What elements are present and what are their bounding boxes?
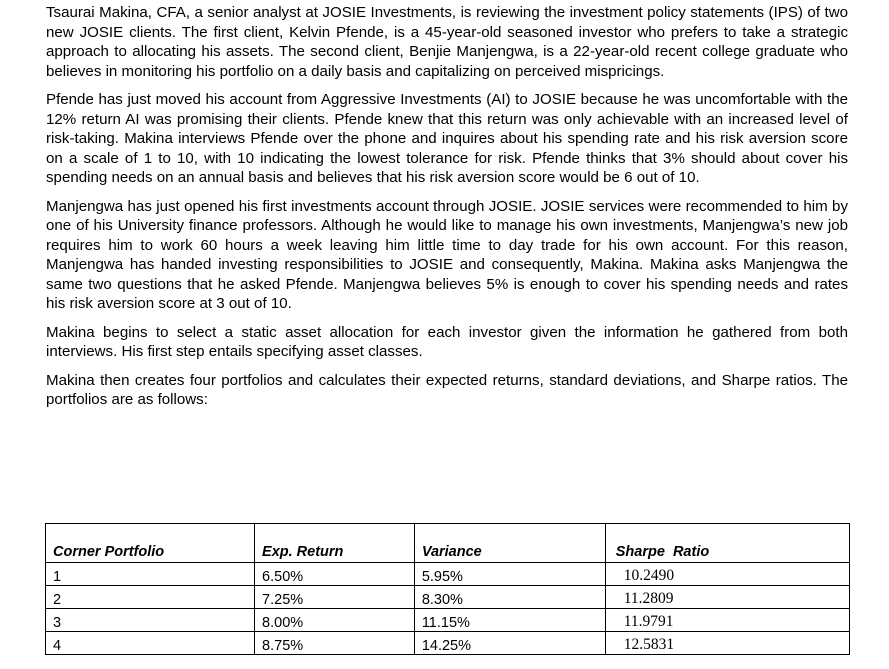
- table-row: [46, 609, 850, 632]
- header-variance: Variance: [414, 524, 605, 563]
- cell-portfolio: 2: [46, 586, 255, 609]
- header-sharpe-ratio: Sharpe Ratio: [605, 524, 849, 563]
- cell-exp-return: 8.00%: [255, 609, 415, 632]
- cell-exp-return: 7.25%: [255, 586, 415, 609]
- cell-portfolio: 3: [46, 609, 255, 632]
- cell-portfolio: 4: [46, 632, 255, 655]
- cell-variance: 14.25%: [414, 632, 605, 655]
- cell-sharpe-ratio: 11.2809: [605, 586, 849, 609]
- cell-variance: 5.95%: [414, 563, 605, 586]
- header-exp-return: Exp. Return: [255, 524, 415, 563]
- cell-variance: 11.15%: [414, 609, 605, 632]
- cell-sharpe-ratio: 10.2490: [605, 563, 849, 586]
- paragraph-portfolios: Makina then creates four portfolios and calculates their expected returns, standard deviations, and Sharpe ratios. The portfolios are as follows:: [46, 371, 848, 408]
- paragraph-allocation: Makina begins to select a static asset allocation for each investor given the information he gathered from both interviews. His first step entails specifying asset classes.: [46, 323, 848, 360]
- table-row: [46, 563, 850, 586]
- table-row: [46, 632, 850, 655]
- table-row: [46, 586, 850, 609]
- cell-portfolio: 1: [46, 563, 255, 586]
- table-header-row: [46, 524, 850, 563]
- cell-variance: 8.30%: [414, 586, 605, 609]
- paragraph-intro: Tsaurai Makina, CFA, a senior analyst at JOSIE Investments, is reviewing the investment policy statements (IPS) of two new JOSIE clients. The first client, Kelvin Pfende, is a 45-year-old seasoned investor who prefers to take a strategic approach to allocating his assets. The second client, Benjie Manjengwa, is a 22-year-old recent college graduate who believes in monitoring his portfolio on a daily basis and capitalizing on perceived mispricings.: [46, 4, 848, 80]
- cell-sharpe-ratio: 11.9791: [605, 609, 849, 632]
- paragraph-pfende: Pfende has just moved his account from Aggressive Investments (AI) to JOSIE because he was uncomfortable with the 12% return AI was promising their clients. Pfende knew that this return was only achievable with an increased level of risk-taking. Makina interviews Pfende over the phone and inquires about his spending rate and his risk aversion score on a scale of 1 to 10, with 10 indicating the lowest tolerance for risk. Pfende thinks that 3% should about cover his spending needs on an annual basis and believes that his risk aversion score would be 6 out of 10.: [46, 91, 848, 186]
- cell-exp-return: 6.50%: [255, 563, 415, 586]
- header-corner-portfolio: Corner Portfolio: [46, 524, 255, 563]
- document-body: [46, 3, 848, 419]
- corner-portfolio-table: [45, 523, 850, 655]
- paragraph-manjengwa: Manjengwa has just opened his first investments account through JOSIE. JOSIE services were recommended to him by one of his University finance professors. Although he would like to manage his own investments, Manjengwa’s new job requires him to work 60 hours a week leaving him little time to day trade for his own account. For this reason, Manjengwa has handed investing responsibilities to JOSIE and consequently, Makina. Makina asks Manjengwa the same two questions that he asked Pfende. Manjengwa believes 5% is enough to cover his spending needs and rates his risk aversion score at 3 out of 10.: [46, 197, 848, 312]
- cell-exp-return: 8.75%: [255, 632, 415, 655]
- cell-sharpe-ratio: 12.5831: [605, 632, 849, 655]
